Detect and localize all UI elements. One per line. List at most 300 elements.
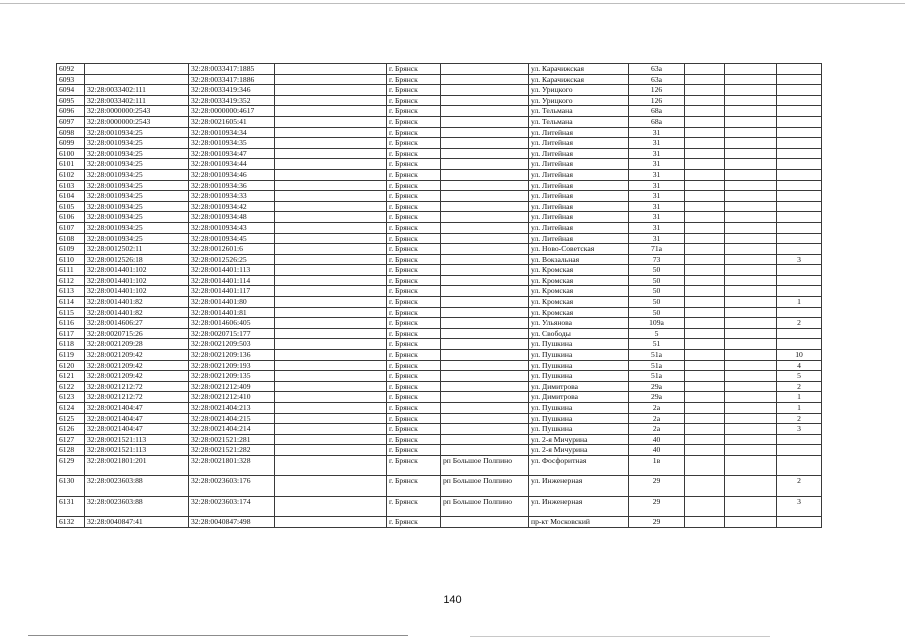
table-row [57,138,822,149]
cell-apartment-number [777,265,822,276]
table-row [57,233,822,244]
cell-parent-cadastral-number: 32:28:0010934:25 [85,233,189,244]
cell-extra-column-2 [725,201,777,212]
table-row [57,180,822,191]
cell-apartment-number [777,116,822,127]
cell-extra-column-1 [685,244,725,255]
cell-extra-column-2 [725,64,777,75]
cell-parent-cadastral-number: 32:28:0021209:42 [85,350,189,361]
cell-house-number: 51а [629,371,685,382]
cell-house-number: 29а [629,392,685,403]
cell-cadastral-number: 32:28:0021209:136 [189,350,275,361]
cell-street: ул. Тельмана [529,106,629,117]
table-row [57,350,822,361]
cell-extra-column-1 [685,233,725,244]
cell-blank-column [275,339,387,350]
cell-city: г. Брянск [387,371,441,382]
cell-parent-cadastral-number: 32:28:0010934:25 [85,201,189,212]
cell-extra-column-1 [685,159,725,170]
cell-cadastral-number: 32:28:0021212:409 [189,381,275,392]
cell-extra-column-2 [725,191,777,202]
cell-city: г. Брянск [387,138,441,149]
cell-house-number: 5 [629,328,685,339]
cell-row-number: 6124 [57,403,85,414]
cell-row-number: 6096 [57,106,85,117]
cell-cadastral-number: 32:28:0021209:193 [189,360,275,371]
table-row [57,244,822,255]
cell-settlement: рп Большое Полпино [441,476,529,497]
cell-street: ул. Литейная [529,222,629,233]
cell-city: г. Брянск [387,455,441,476]
cell-street: ул. Кромская [529,265,629,276]
cell-apartment-number [777,517,822,528]
cell-parent-cadastral-number: 32:28:0010934:25 [85,138,189,149]
cell-apartment-number [777,138,822,149]
cell-city: г. Брянск [387,159,441,170]
cell-blank-column [275,403,387,414]
cell-apartment-number: 3 [777,424,822,435]
cell-apartment-number [777,95,822,106]
cell-street: ул. Литейная [529,233,629,244]
cell-house-number: 31 [629,138,685,149]
cell-cadastral-number: 32:28:0010934:48 [189,212,275,223]
cell-settlement [441,286,529,297]
cell-extra-column-2 [725,254,777,265]
cell-parent-cadastral-number: 32:28:0014401:82 [85,307,189,318]
cell-parent-cadastral-number: 32:28:0033402:111 [85,85,189,96]
table-row [57,403,822,414]
cell-parent-cadastral-number: 32:28:0021209:42 [85,371,189,382]
cell-extra-column-2 [725,360,777,371]
cell-blank-column [275,148,387,159]
cell-apartment-number [777,328,822,339]
cell-cadastral-number: 32:28:0021521:282 [189,445,275,456]
table-row [57,339,822,350]
cell-extra-column-2 [725,413,777,424]
cell-row-number: 6125 [57,413,85,424]
table-row [57,371,822,382]
cell-cadastral-number: 32:28:0012526:25 [189,254,275,265]
cell-parent-cadastral-number: 32:28:0021209:42 [85,360,189,371]
cell-house-number: 50 [629,275,685,286]
cell-house-number: 50 [629,297,685,308]
cell-apartment-number: 10 [777,350,822,361]
cell-apartment-number [777,307,822,318]
table-row [57,95,822,106]
cell-cadastral-number: 32:28:0012601:6 [189,244,275,255]
cell-street: ул. Пушкина [529,350,629,361]
cell-parent-cadastral-number: 32:28:0014606:27 [85,318,189,329]
cell-row-number: 6118 [57,339,85,350]
cell-apartment-number [777,212,822,223]
cell-extra-column-1 [685,169,725,180]
cell-street: ул. Тельмана [529,116,629,127]
cell-parent-cadastral-number: 32:28:0012526:18 [85,254,189,265]
cell-house-number: 126 [629,85,685,96]
cell-row-number: 6094 [57,85,85,96]
cell-street: ул. Димитрова [529,392,629,403]
cell-extra-column-2 [725,212,777,223]
cell-row-number: 6098 [57,127,85,138]
cell-street: ул. Пушкина [529,371,629,382]
cell-house-number: 31 [629,127,685,138]
cell-row-number: 6130 [57,476,85,497]
cell-blank-column [275,201,387,212]
cell-settlement [441,201,529,212]
cell-extra-column-1 [685,328,725,339]
cell-street: ул. Пушкина [529,413,629,424]
cell-row-number: 6115 [57,307,85,318]
cell-row-number: 6127 [57,434,85,445]
cell-street: ул. Литейная [529,191,629,202]
cell-parent-cadastral-number: 32:28:0014401:82 [85,297,189,308]
cell-parent-cadastral-number: 32:28:0021521:113 [85,445,189,456]
cell-apartment-number [777,233,822,244]
cell-cadastral-number: 32:28:0023603:176 [189,476,275,497]
cell-street: пр-кт Московский [529,517,629,528]
cell-house-number: 31 [629,169,685,180]
cell-apartment-number: 4 [777,360,822,371]
cell-parent-cadastral-number: 32:28:0021521:113 [85,434,189,445]
cell-house-number: 71а [629,244,685,255]
cell-parent-cadastral-number: 32:28:0033402:111 [85,95,189,106]
cell-extra-column-2 [725,138,777,149]
cell-blank-column [275,222,387,233]
table-row [57,424,822,435]
cell-row-number: 6116 [57,318,85,329]
cell-street: ул. Литейная [529,169,629,180]
cell-city: г. Брянск [387,254,441,265]
cell-settlement [441,339,529,350]
cell-row-number: 6117 [57,328,85,339]
cell-extra-column-2 [725,434,777,445]
cell-blank-column [275,138,387,149]
cell-apartment-number [777,244,822,255]
cell-blank-column [275,371,387,382]
cell-row-number: 6095 [57,95,85,106]
cell-parent-cadastral-number: 32:28:0014401:102 [85,265,189,276]
table-row [57,254,822,265]
cell-blank-column [275,424,387,435]
cell-settlement [441,265,529,276]
cell-blank-column [275,318,387,329]
cell-city: г. Брянск [387,476,441,497]
cell-city: г. Брянск [387,360,441,371]
cell-parent-cadastral-number [85,74,189,85]
cell-blank-column [275,95,387,106]
cell-settlement [441,85,529,96]
cell-cadastral-number: 32:28:0021521:281 [189,434,275,445]
table-row [57,392,822,403]
cell-house-number: 63а [629,64,685,75]
cell-blank-column [275,517,387,528]
cell-extra-column-1 [685,275,725,286]
cell-apartment-number [777,445,822,456]
cell-cadastral-number: 32:28:0040847:498 [189,517,275,528]
cell-cadastral-number: 32:28:0033419:352 [189,95,275,106]
cell-apartment-number [777,191,822,202]
cell-city: г. Брянск [387,201,441,212]
cell-settlement [441,138,529,149]
table-row [57,445,822,456]
cell-row-number: 6105 [57,201,85,212]
table-row [57,455,822,476]
cell-blank-column [275,159,387,170]
cell-extra-column-1 [685,476,725,497]
cell-street: ул. Литейная [529,148,629,159]
table-row [57,106,822,117]
cell-parent-cadastral-number: 32:28:0010934:25 [85,127,189,138]
cell-extra-column-2 [725,455,777,476]
cell-extra-column-2 [725,350,777,361]
cell-extra-column-1 [685,413,725,424]
cell-row-number: 6112 [57,275,85,286]
cell-cadastral-number: 32:28:0010934:36 [189,180,275,191]
cell-city: г. Брянск [387,64,441,75]
table-row [57,85,822,96]
cell-settlement [441,127,529,138]
cell-apartment-number [777,434,822,445]
cell-house-number: 50 [629,265,685,276]
cell-apartment-number [777,74,822,85]
cell-apartment-number: 1 [777,297,822,308]
cell-extra-column-1 [685,95,725,106]
cell-cadastral-number: 32:28:0010934:42 [189,201,275,212]
cell-extra-column-2 [725,127,777,138]
cell-extra-column-2 [725,381,777,392]
cell-city: г. Брянск [387,328,441,339]
cell-house-number: 31 [629,222,685,233]
cell-apartment-number: 2 [777,476,822,497]
cell-apartment-number: 1 [777,392,822,403]
cell-settlement [441,106,529,117]
cell-settlement [441,392,529,403]
cell-city: г. Брянск [387,445,441,456]
cell-extra-column-1 [685,434,725,445]
cell-row-number: 6108 [57,233,85,244]
cell-street: ул. Литейная [529,159,629,170]
cell-parent-cadastral-number: 32:28:0012502:11 [85,244,189,255]
cell-extra-column-1 [685,116,725,127]
cell-settlement [441,254,529,265]
cell-cadastral-number: 32:28:0021404:215 [189,413,275,424]
cell-apartment-number: 5 [777,371,822,382]
cell-apartment-number [777,201,822,212]
cell-row-number: 6122 [57,381,85,392]
cell-blank-column [275,413,387,424]
cell-extra-column-2 [725,169,777,180]
cell-house-number: 73 [629,254,685,265]
cell-house-number: 2а [629,424,685,435]
table-row [57,297,822,308]
cell-extra-column-2 [725,116,777,127]
table-row [57,286,822,297]
cell-city: г. Брянск [387,244,441,255]
cell-house-number: 31 [629,233,685,244]
cell-extra-column-2 [725,233,777,244]
cell-house-number: 40 [629,445,685,456]
scan-border-bottom [28,635,408,636]
cell-extra-column-2 [725,275,777,286]
cell-settlement [441,371,529,382]
cell-cadastral-number: 32:28:0023603:174 [189,496,275,517]
cell-parent-cadastral-number: 32:28:0023603:88 [85,476,189,497]
cell-street: ул. Кромская [529,286,629,297]
cell-parent-cadastral-number: 32:28:0010934:25 [85,212,189,223]
cell-extra-column-1 [685,424,725,435]
cell-parent-cadastral-number: 32:28:0010934:25 [85,180,189,191]
cell-blank-column [275,392,387,403]
table-row [57,116,822,127]
table-row [57,212,822,223]
cell-extra-column-1 [685,381,725,392]
cell-cadastral-number: 32:28:0033417:1886 [189,74,275,85]
cell-street: ул. Карачижская [529,64,629,75]
cell-house-number: 50 [629,307,685,318]
cell-settlement [441,74,529,85]
cell-parent-cadastral-number: 32:28:0021404:47 [85,403,189,414]
cell-row-number: 6106 [57,212,85,223]
cell-city: г. Брянск [387,496,441,517]
cell-street: ул. Урицкого [529,95,629,106]
cell-row-number: 6121 [57,371,85,382]
cell-apartment-number: 3 [777,496,822,517]
table-row [57,413,822,424]
cell-house-number: 51а [629,360,685,371]
cell-street: ул. Урицкого [529,85,629,96]
table-row [57,265,822,276]
cell-city: г. Брянск [387,318,441,329]
cell-row-number: 6132 [57,517,85,528]
cell-blank-column [275,286,387,297]
table-row [57,191,822,202]
cell-blank-column [275,127,387,138]
cell-blank-column [275,233,387,244]
cell-extra-column-1 [685,403,725,414]
cell-extra-column-1 [685,392,725,403]
cell-cadastral-number: 32:28:0010934:43 [189,222,275,233]
cell-house-number: 50 [629,286,685,297]
cell-row-number: 6107 [57,222,85,233]
cell-cadastral-number: 32:28:0010934:33 [189,191,275,202]
cell-row-number: 6099 [57,138,85,149]
cell-house-number: 68а [629,116,685,127]
cell-house-number: 31 [629,191,685,202]
scan-border-top [0,3,905,4]
cell-extra-column-2 [725,371,777,382]
cell-row-number: 6104 [57,191,85,202]
cell-parent-cadastral-number: 32:28:0000000:2543 [85,106,189,117]
cell-house-number: 1в [629,455,685,476]
cell-apartment-number [777,64,822,75]
cell-extra-column-1 [685,254,725,265]
cell-extra-column-1 [685,297,725,308]
cell-house-number: 2а [629,403,685,414]
cell-row-number: 6101 [57,159,85,170]
cell-settlement [441,350,529,361]
cell-row-number: 6113 [57,286,85,297]
cell-parent-cadastral-number: 32:28:0014401:102 [85,275,189,286]
cell-extra-column-1 [685,180,725,191]
cell-cadastral-number: 32:28:0021212:410 [189,392,275,403]
cell-street: ул. Пушкина [529,403,629,414]
cell-city: г. Брянск [387,297,441,308]
cell-extra-column-1 [685,106,725,117]
cell-city: г. Брянск [387,180,441,191]
cell-parent-cadastral-number: 32:28:0021212:72 [85,392,189,403]
cell-extra-column-1 [685,307,725,318]
cell-extra-column-1 [685,445,725,456]
cell-blank-column [275,360,387,371]
cell-city: г. Брянск [387,339,441,350]
cell-settlement [441,424,529,435]
cell-street: ул. Литейная [529,127,629,138]
cell-settlement [441,116,529,127]
cell-extra-column-2 [725,392,777,403]
cell-house-number: 29 [629,496,685,517]
cell-parent-cadastral-number: 32:28:0000000:2543 [85,116,189,127]
cell-extra-column-1 [685,148,725,159]
cell-row-number: 6109 [57,244,85,255]
cell-settlement [441,381,529,392]
cell-blank-column [275,265,387,276]
cell-extra-column-1 [685,74,725,85]
cell-cadastral-number: 32:28:0014401:80 [189,297,275,308]
cell-settlement [441,403,529,414]
cell-street: ул. Кромская [529,307,629,318]
cell-settlement [441,180,529,191]
cell-settlement [441,222,529,233]
cell-city: г. Брянск [387,286,441,297]
cell-settlement [441,360,529,371]
cell-blank-column [275,434,387,445]
cell-blank-column [275,64,387,75]
cell-street: ул. Кромская [529,297,629,308]
cell-row-number: 6119 [57,350,85,361]
cell-row-number: 6129 [57,455,85,476]
cell-row-number: 6103 [57,180,85,191]
cell-street: ул. Инженерная [529,476,629,497]
cell-extra-column-1 [685,286,725,297]
cell-extra-column-1 [685,318,725,329]
cell-apartment-number: 1 [777,403,822,414]
cell-extra-column-1 [685,496,725,517]
table-row [57,360,822,371]
cell-blank-column [275,212,387,223]
cell-street: ул. Литейная [529,201,629,212]
cell-settlement [441,64,529,75]
cell-extra-column-1 [685,265,725,276]
table-row [57,127,822,138]
table-row [57,307,822,318]
cell-blank-column [275,496,387,517]
cell-cadastral-number: 32:28:0000000:4617 [189,106,275,117]
cell-settlement: рп Большое Полпино [441,496,529,517]
cell-blank-column [275,106,387,117]
cell-parent-cadastral-number: 32:28:0021404:47 [85,424,189,435]
cell-parent-cadastral-number [85,64,189,75]
cell-cadastral-number: 32:28:0021605:41 [189,116,275,127]
cell-settlement [441,233,529,244]
cell-row-number: 6097 [57,116,85,127]
cell-house-number: 29 [629,517,685,528]
cell-street: ул. Литейная [529,212,629,223]
cell-apartment-number: 2 [777,413,822,424]
cell-extra-column-1 [685,455,725,476]
cell-extra-column-2 [725,424,777,435]
cell-extra-column-2 [725,85,777,96]
property-register-table [56,63,822,528]
